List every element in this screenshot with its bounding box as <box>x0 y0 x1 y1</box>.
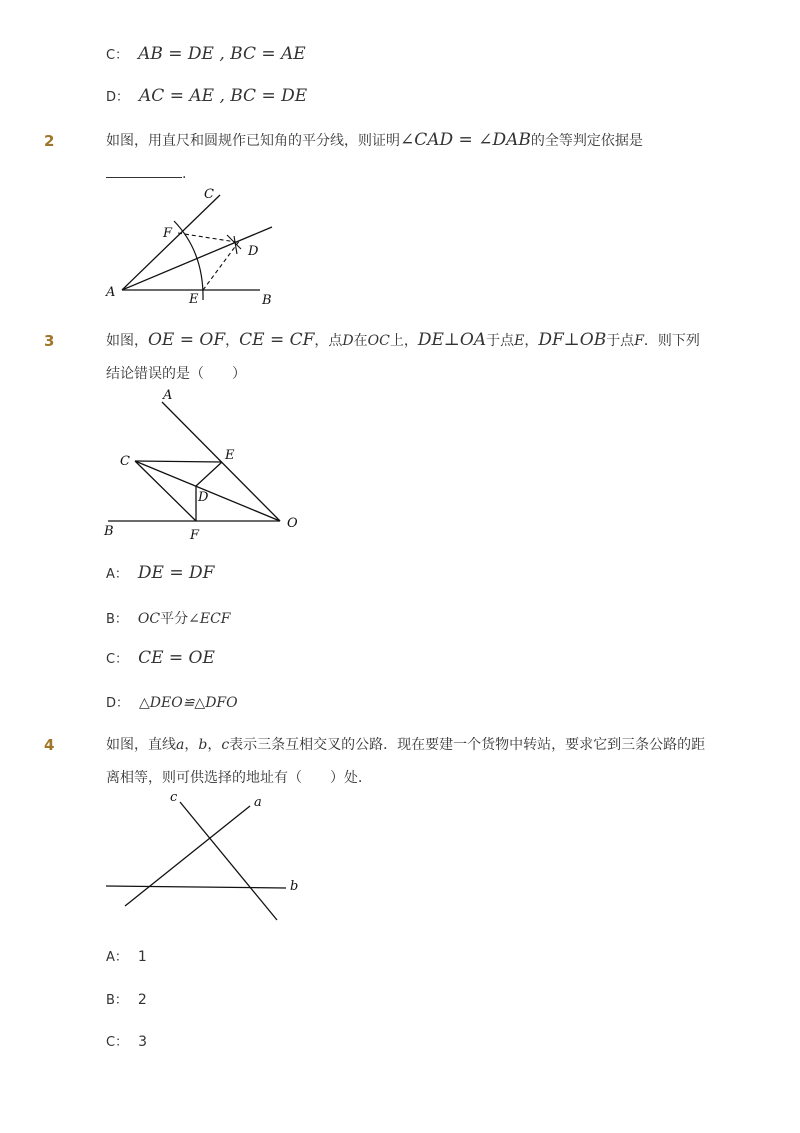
question-number-3: 3 <box>44 332 55 350</box>
label-c: C <box>120 454 130 469</box>
question-2-text: 如图，用直尺和圆规作已知角的平分线，则证明∠CAD = ∠DAB的全等判定依据是 . <box>106 130 643 182</box>
label-a: a <box>254 795 262 810</box>
figure-angle-bisector <box>100 182 290 312</box>
question-4-text: 如图，直线a，b，c表示三条互相交叉的公路．现在要建一个货物中转站，要求它到三条公路的距 离相等，则可供选择的地址有（ ）处． <box>106 737 706 786</box>
option-b[interactable]: B： OC平分∠ECF <box>106 611 231 627</box>
option-c[interactable]: C： 3 <box>106 1034 147 1050</box>
label-d: D <box>248 244 259 259</box>
label-c: C <box>204 187 214 202</box>
option-label: D： <box>106 90 130 105</box>
label-e: E <box>225 448 235 463</box>
option-c[interactable]: C： CE = OE <box>106 648 215 668</box>
label-o: O <box>287 516 298 531</box>
figure-three-lines <box>100 790 310 930</box>
label-b: b <box>290 879 299 894</box>
option-math: AB = DE , BC = AE <box>138 44 306 64</box>
question-number-4: 4 <box>44 736 55 754</box>
option-a[interactable]: A： DE = DF <box>106 563 215 583</box>
answer-blank[interactable] <box>106 163 182 178</box>
label-f: F <box>163 226 173 241</box>
label-d: D <box>198 490 209 505</box>
option-a[interactable]: A： 1 <box>106 949 147 965</box>
option-d[interactable]: D： △DEO≌△DFO <box>106 695 238 711</box>
question-3-text: 如图，OE = OF，CE = CF，点D在OC上，DE⊥OA于点E，DF⊥OB于点F．则下列 结论错误的是（ ） <box>106 330 700 382</box>
option-b[interactable]: B： 2 <box>106 992 147 1008</box>
question-number-2: 2 <box>44 132 55 150</box>
label-c: c <box>170 790 178 805</box>
label-a: A <box>163 388 173 403</box>
label-a: A <box>106 285 116 300</box>
option-d-prev[interactable] <box>106 86 307 106</box>
option-math: AC = AE , BC = DE <box>139 86 308 106</box>
label-b: B <box>262 293 272 308</box>
angle-equation: ∠CAD = ∠DAB <box>400 130 531 150</box>
label-f: F <box>190 528 200 543</box>
option-label: C： <box>106 48 129 63</box>
label-b: B <box>104 524 114 539</box>
option-c-prev[interactable] <box>106 44 306 64</box>
label-e: E <box>189 292 199 307</box>
figure-triangle-oc <box>100 386 310 546</box>
